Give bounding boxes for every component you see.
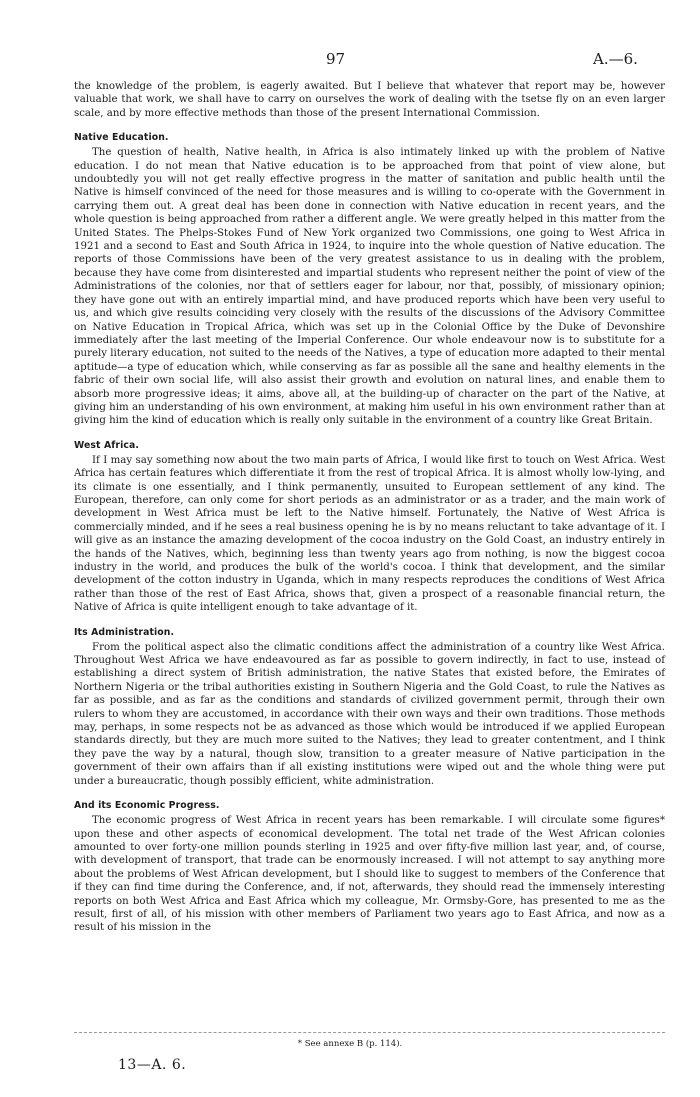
section-heading-west-africa: West Africa. [74, 439, 139, 451]
page-body [74, 80, 665, 935]
section-heading-administration: Its Administration. [74, 626, 175, 638]
section-heading-economic-progress: And its Economic Progress. [74, 800, 220, 812]
signature-mark: 13—A. 6. [118, 1057, 187, 1073]
footnote: * See annexe B (p. 114). [297, 1039, 403, 1049]
document-code: A.—6. [593, 50, 638, 68]
paragraph-economic-progress: The economic progress of West Africa in recent years has been remarkable. I will circulate some figures* upon these and other aspects of economical development. The total net trade of the West African colonies amounted to over forty-one million pounds sterling in 1925 and over fifty-five million last year, and, of course, with development of transport, that trade can be enormously increased. I will not attempt to say anything more about the problems of West African development, but I should like to suggest to members of the Conference that if they can find time during the Conference, and, if not, afterwards, they should read the immensely interesting reports on both West Africa and East Africa which my colleague, Mr. Ormsby-Gore, has presented to me as the result, first of all, of his mission with other members of Parliament two years ago to East Africa, and now as a result of his mission in the [74, 815, 665, 934]
paragraph-administration: From the political aspect also the climatic conditions affect the administration of a country like West Africa. Throughout West Africa we have endeavoured as far as possible to govern indirectly, in fact to use, instead of establishing a direct system of British administration, the native States that existed before, the Emirates of Northern Nigeria or the tribal authorities existing in Southern Nigeria and the Gold Coast, to rule the Natives as far as possible, and as far as the conditions and standards of civilized government permit, through their own rulers to whom they are accustomed, in accordance with their own ways and their own traditions. Those methods may, perhaps, in some respects not be as advanced as those which would be introduced if we applied European standards directly, but they are much more suited to the Natives; they lead to greater contentment, and I think they pave the way by a natural, though slow, transition to a greater measure of Native participation in the government of their own affairs than if all existing institutions were wiped out and the whole thing were put under a bureaucratic, though possibly efficient, white administration. [74, 641, 665, 787]
intro-paragraph: the knowledge of the problem, is eagerly awaited. But I believe that whatever that report may be, however valuable that work, we shall have to carry on ourselves the work of dealing with the tsetse fly on an even larger scale, and by more effective methods than those of the present International Commission. [74, 81, 665, 119]
section-heading-native-education: Native Education. [74, 132, 169, 144]
footnote-divider [74, 1032, 665, 1033]
page-number: 97 [326, 50, 346, 68]
paragraph-native-education: The question of health, Native health, in Africa is also intimately linked up with the problem of Native education. I do not mean that Native education is to be approached from that point of view alone, but undoubtedly you will not get really effective progress in the matter of sanitation and public health until the Native is himself convinced of the need for those measures and is willing to co-operate with the Government in carrying them out. A great deal has been done in connection with Native education in recent years, and the whole question is being approached from rather a different angle. We were greatly helped in this matter from the United States. The Phelps-Stokes Fund of New York organized two Commissions, one going to West Africa in 1921 and a second to East and South Africa in 1924, to inquire into the whole question of Native education. The reports of those Commissions have been of the very greatest assistance to us in dealing with the problem, because they have come from disinterested and impartial students who represent neither the point of view of the Administrations of the colonies, nor that of settlers eager for labour, nor that, possibly, of missionary opinion; they have gone out with an entirely impartial mind, and have produced reports which have been very useful to us, and which give results coinciding very closely with the results of the discussions of the Advisory Committee on Native Education in Tropical Africa, which was set up in the Colonial Office by the Duke of Devonshire immediately after the last meeting of the Imperial Conference. Our whole endeavour now is to substitute for a purely literary education, not suited to the needs of the Natives, a type of education more adapted to their mental aptitude—a type of education which, while conserving as far as possible all the sane and healthy elements in the fabric of their own social life, will also assist their growth and evolution on natural lines, and enable them to absorb more progressive ideas; it aims, above all, at the building-up of character on the part of the Native, at giving him an understanding of his own environment, at making him useful in his own environment rather than at giving him the kind of education which is really only suitable in the environment of a country like Great Britain. [74, 147, 665, 427]
paragraph-west-africa: If I may say something now about the two main parts of Africa, I would like first to touch on West Africa. West Africa has certain features which differentiate it from the rest of tropical Africa. It is almost wholly low-lying, and its climate is one essentially, and I think permanently, unsuited to European settlement of any kind. The European, therefore, can only come for short periods as an administrator or as a trader, and the main work of development in West Africa must be left to the Native himself. Fortunately, the Native of West Africa is commercially minded, and if he sees a real business opening he is by no means reluctant to take advantage of it. I will give as an instance the amazing development of the cocoa industry on the Gold Coast, an industry entirely in the hands of the Natives, which, beginning less than twenty years ago from nothing, is now the biggest cocoa industry in the world, and produces the bulk of the world's cocoa. I think that development, and the similar development of the cotton industry in Uganda, which in many respects reproduces the conditions of West Africa rather than those of the rest of East Africa, shows that, given a prospect of a reasonable financial return, the Native of Africa is quite intelligent enough to take advantage of it. [74, 454, 665, 614]
